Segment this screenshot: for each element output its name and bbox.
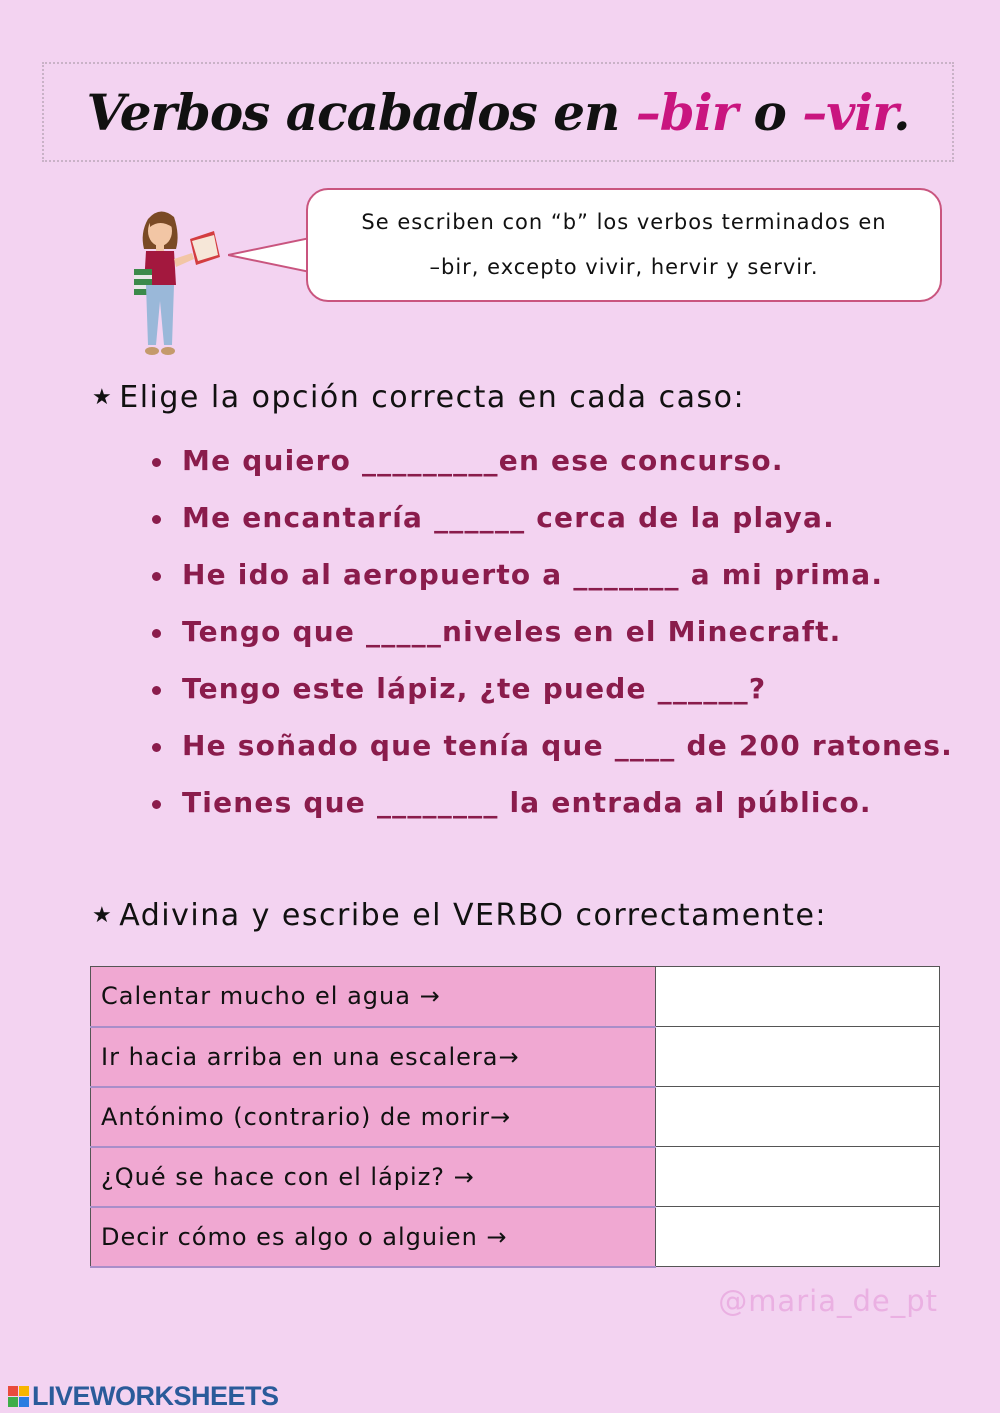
- guess-verb-table: [90, 966, 940, 1268]
- list-item: [150, 550, 953, 607]
- exercise-sentence: Tengo que _____niveles en el Minecraft.: [182, 615, 842, 648]
- worksheet-title: [87, 83, 910, 142]
- logo-text: LIVEWORKSHEETS: [32, 1381, 279, 1411]
- table-row: [91, 1087, 940, 1147]
- section-guess-text: Adivina y escribe el VERBO correctamente:: [119, 898, 828, 933]
- exercise-sentence: He soñado que tenía que ____ de 200 ratones.: [182, 729, 953, 762]
- rule-speech-bubble: [306, 188, 942, 302]
- teacher-avatar-illustration: [120, 205, 250, 365]
- liveworksheets-logo[interactable]: [8, 1381, 279, 1412]
- title-period: .: [893, 82, 910, 142]
- logo-blocks-icon: [8, 1386, 29, 1407]
- exercise-sentence: Me encantaría ______ cerca de la playa.: [182, 501, 835, 534]
- bullet-icon: [152, 743, 161, 752]
- list-item: [150, 721, 953, 778]
- star-icon: ★: [92, 903, 114, 928]
- bullet-icon: [152, 629, 161, 638]
- exercise-sentence: Tengo este lápiz, ¿te puede ______?: [182, 672, 767, 705]
- table-row: [91, 1027, 940, 1087]
- bullet-icon: [152, 458, 161, 467]
- title-text: Verbos acabados en: [86, 82, 636, 142]
- list-item: [150, 778, 953, 835]
- section-choose-heading: [92, 380, 745, 415]
- author-credit: @maria_de_pt: [718, 1284, 938, 1318]
- answer-field[interactable]: [656, 1027, 940, 1087]
- bullet-icon: [152, 686, 161, 695]
- title-suffix-vir: –vir: [802, 82, 894, 142]
- title-suffix-bir: –bir: [635, 82, 738, 142]
- table-row: [91, 1147, 940, 1207]
- star-icon: ★: [92, 385, 114, 410]
- exercise-list: [150, 436, 953, 835]
- list-item: [150, 436, 953, 493]
- bullet-icon: [152, 515, 161, 524]
- rule-line-1: Se escriben con “b” los verbos terminados en: [361, 210, 887, 234]
- table-row: [91, 967, 940, 1027]
- exercise-sentence: Me quiero _________en ese concurso.: [182, 444, 784, 477]
- answer-field[interactable]: [656, 1087, 940, 1147]
- bullet-icon: [152, 572, 161, 581]
- rule-line-2: –bir, excepto vivir, hervir y servir.: [429, 255, 819, 279]
- table-row: [91, 1207, 940, 1267]
- list-item: [150, 493, 953, 550]
- title-frame: [42, 62, 954, 162]
- clue-cell: Decir cómo es algo o alguien →: [91, 1207, 656, 1267]
- clue-cell: Antónimo (contrario) de morir→: [91, 1087, 656, 1147]
- list-item: [150, 664, 953, 721]
- section-choose-text: Elige la opción correcta en cada caso:: [119, 380, 746, 415]
- section-guess-heading: [92, 898, 827, 933]
- clue-cell: ¿Qué se hace con el lápiz? →: [91, 1147, 656, 1207]
- clue-cell: Ir hacia arriba en una escalera→: [91, 1027, 656, 1087]
- title-connector: o: [737, 82, 803, 142]
- exercise-sentence: He ido al aeropuerto a _______ a mi prima.: [182, 558, 884, 591]
- bullet-icon: [152, 800, 161, 809]
- exercise-sentence: Tienes que ________ la entrada al público.: [182, 786, 872, 819]
- speech-bubble-tail: [228, 232, 310, 278]
- list-item: [150, 607, 953, 664]
- clue-cell: Calentar mucho el agua →: [91, 967, 656, 1027]
- answer-field[interactable]: [656, 1147, 940, 1207]
- answer-field[interactable]: [656, 967, 940, 1027]
- answer-field[interactable]: [656, 1207, 940, 1267]
